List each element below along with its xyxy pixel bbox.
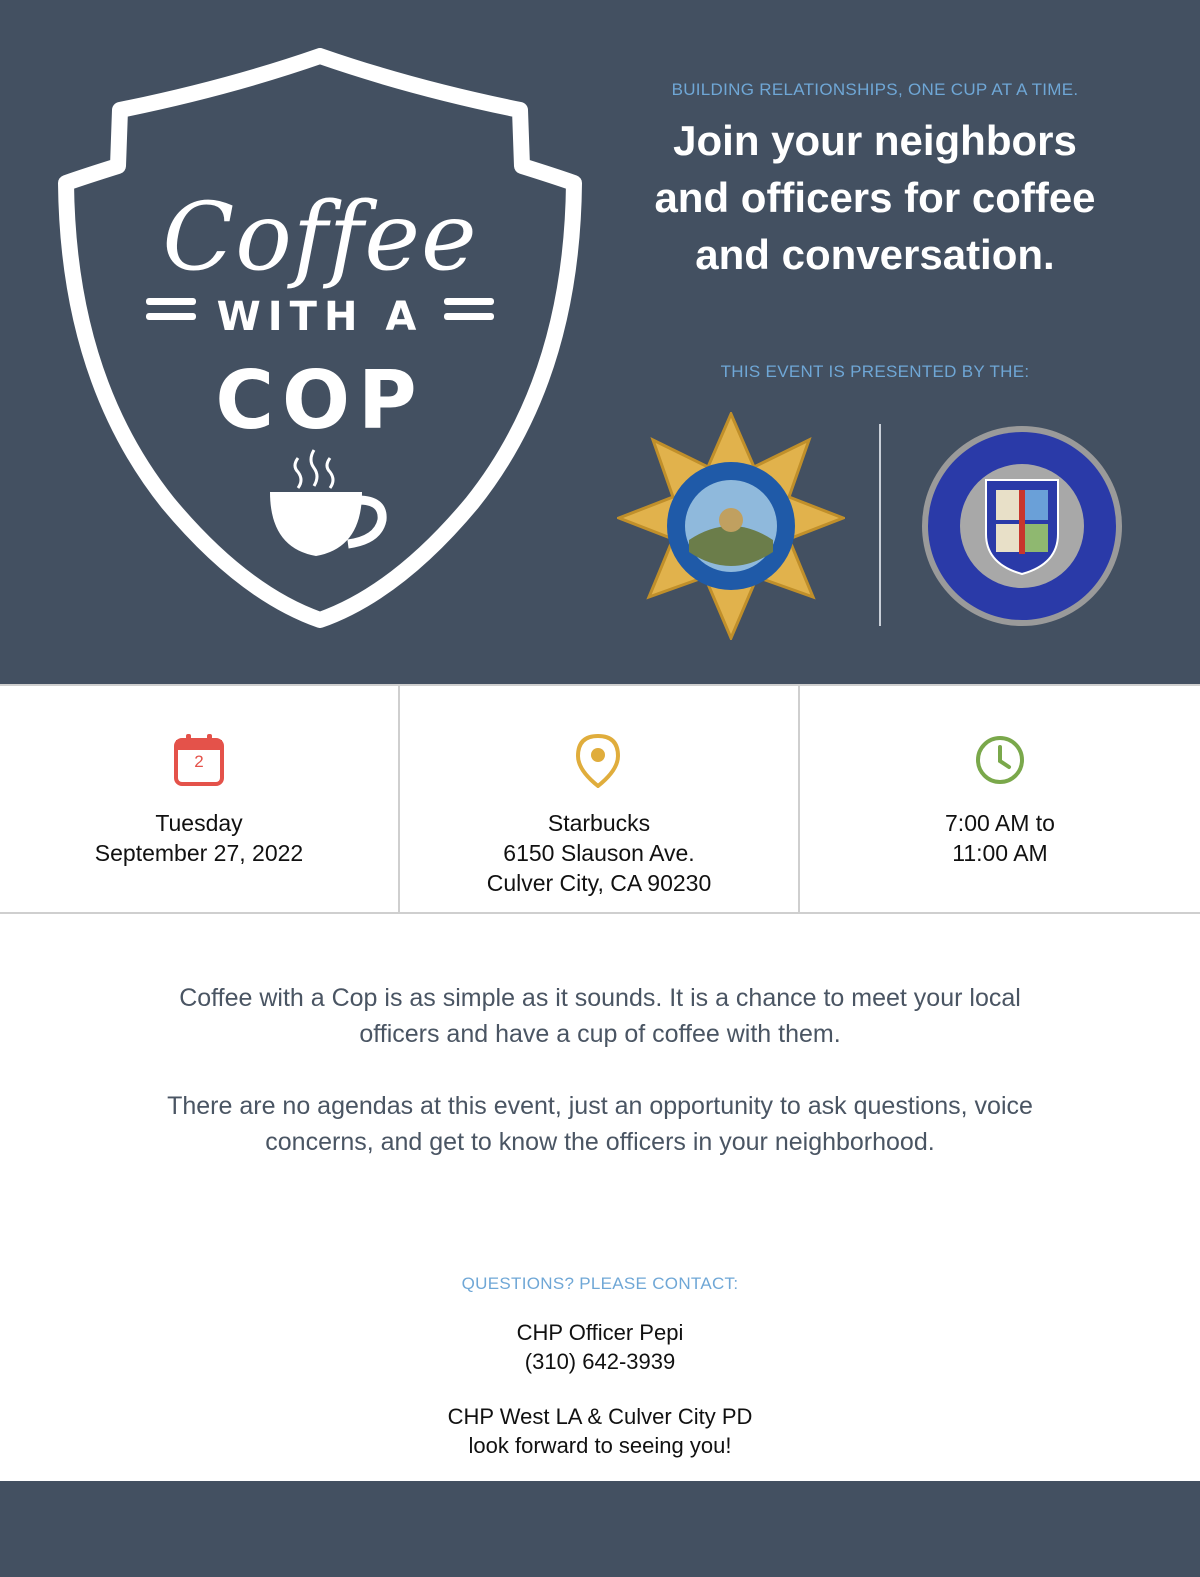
location-street: 6150 Slauson Ave. — [503, 840, 695, 866]
date-cell — [0, 686, 398, 912]
headline-line: and conversation. — [695, 231, 1055, 278]
headline — [610, 112, 1140, 283]
badge-divider — [879, 424, 881, 626]
chp-star-badge-icon — [617, 412, 845, 640]
contact-name: CHP Officer Pepi — [516, 1320, 684, 1345]
description-paragraph: Coffee with a Cop is as simple as it sounds. It is a chance to meet your local officers and have a cup of coffee with them. — [179, 984, 1021, 1048]
headline-line: and officers for coffee — [654, 174, 1096, 221]
closing-line: CHP West LA & Culver City PD — [447, 1404, 753, 1429]
contact-label: QUESTIONS? PLEASE CONTACT: — [461, 1274, 739, 1293]
time-cell — [800, 686, 1200, 912]
tagline: BUILDING RELATIONSHIPS, ONE CUP AT A TIME. — [671, 80, 1079, 99]
time-start: 7:00 AM to — [945, 810, 1055, 836]
time-end: 11:00 AM — [952, 840, 1048, 866]
footer-bar — [0, 1481, 1200, 1577]
logo-coffee-text: Coffee — [162, 183, 478, 292]
calendar-day-number: 2 — [194, 752, 204, 771]
event-description — [160, 980, 1040, 1196]
date-full: September 27, 2022 — [94, 840, 304, 866]
closing-line: look forward to seeing you! — [468, 1433, 732, 1458]
location-text — [400, 808, 798, 898]
coffee-with-a-cop-logo — [58, 48, 582, 628]
hero-banner — [0, 0, 1200, 684]
location-name: Starbucks — [547, 810, 651, 836]
contact-phone: (310) 642-3939 — [524, 1349, 676, 1374]
location-city: Culver City, CA 90230 — [486, 870, 712, 896]
culver-city-police-badge-icon — [920, 424, 1124, 628]
date-weekday: Tuesday — [155, 810, 243, 836]
closing-message — [300, 1402, 900, 1460]
description-paragraph: There are no agendas at this event, just an opportunity to ask questions, voice concerns, and get to know the officers in your neighborhood. — [167, 1092, 1033, 1156]
presented-by-label: THIS EVENT IS PRESENTED BY THE: — [720, 362, 1030, 381]
logo-with-a-text: WITH A — [216, 294, 424, 340]
time-text — [800, 808, 1200, 868]
location-pin-icon — [570, 732, 626, 788]
clock-icon — [972, 732, 1028, 788]
date-text — [0, 808, 398, 868]
location-cell — [398, 686, 800, 912]
logo-cop-text: COP — [215, 354, 425, 447]
contact-info — [300, 1318, 900, 1376]
headline-line: Join your neighbors — [673, 117, 1077, 164]
event-details-row — [0, 684, 1200, 914]
